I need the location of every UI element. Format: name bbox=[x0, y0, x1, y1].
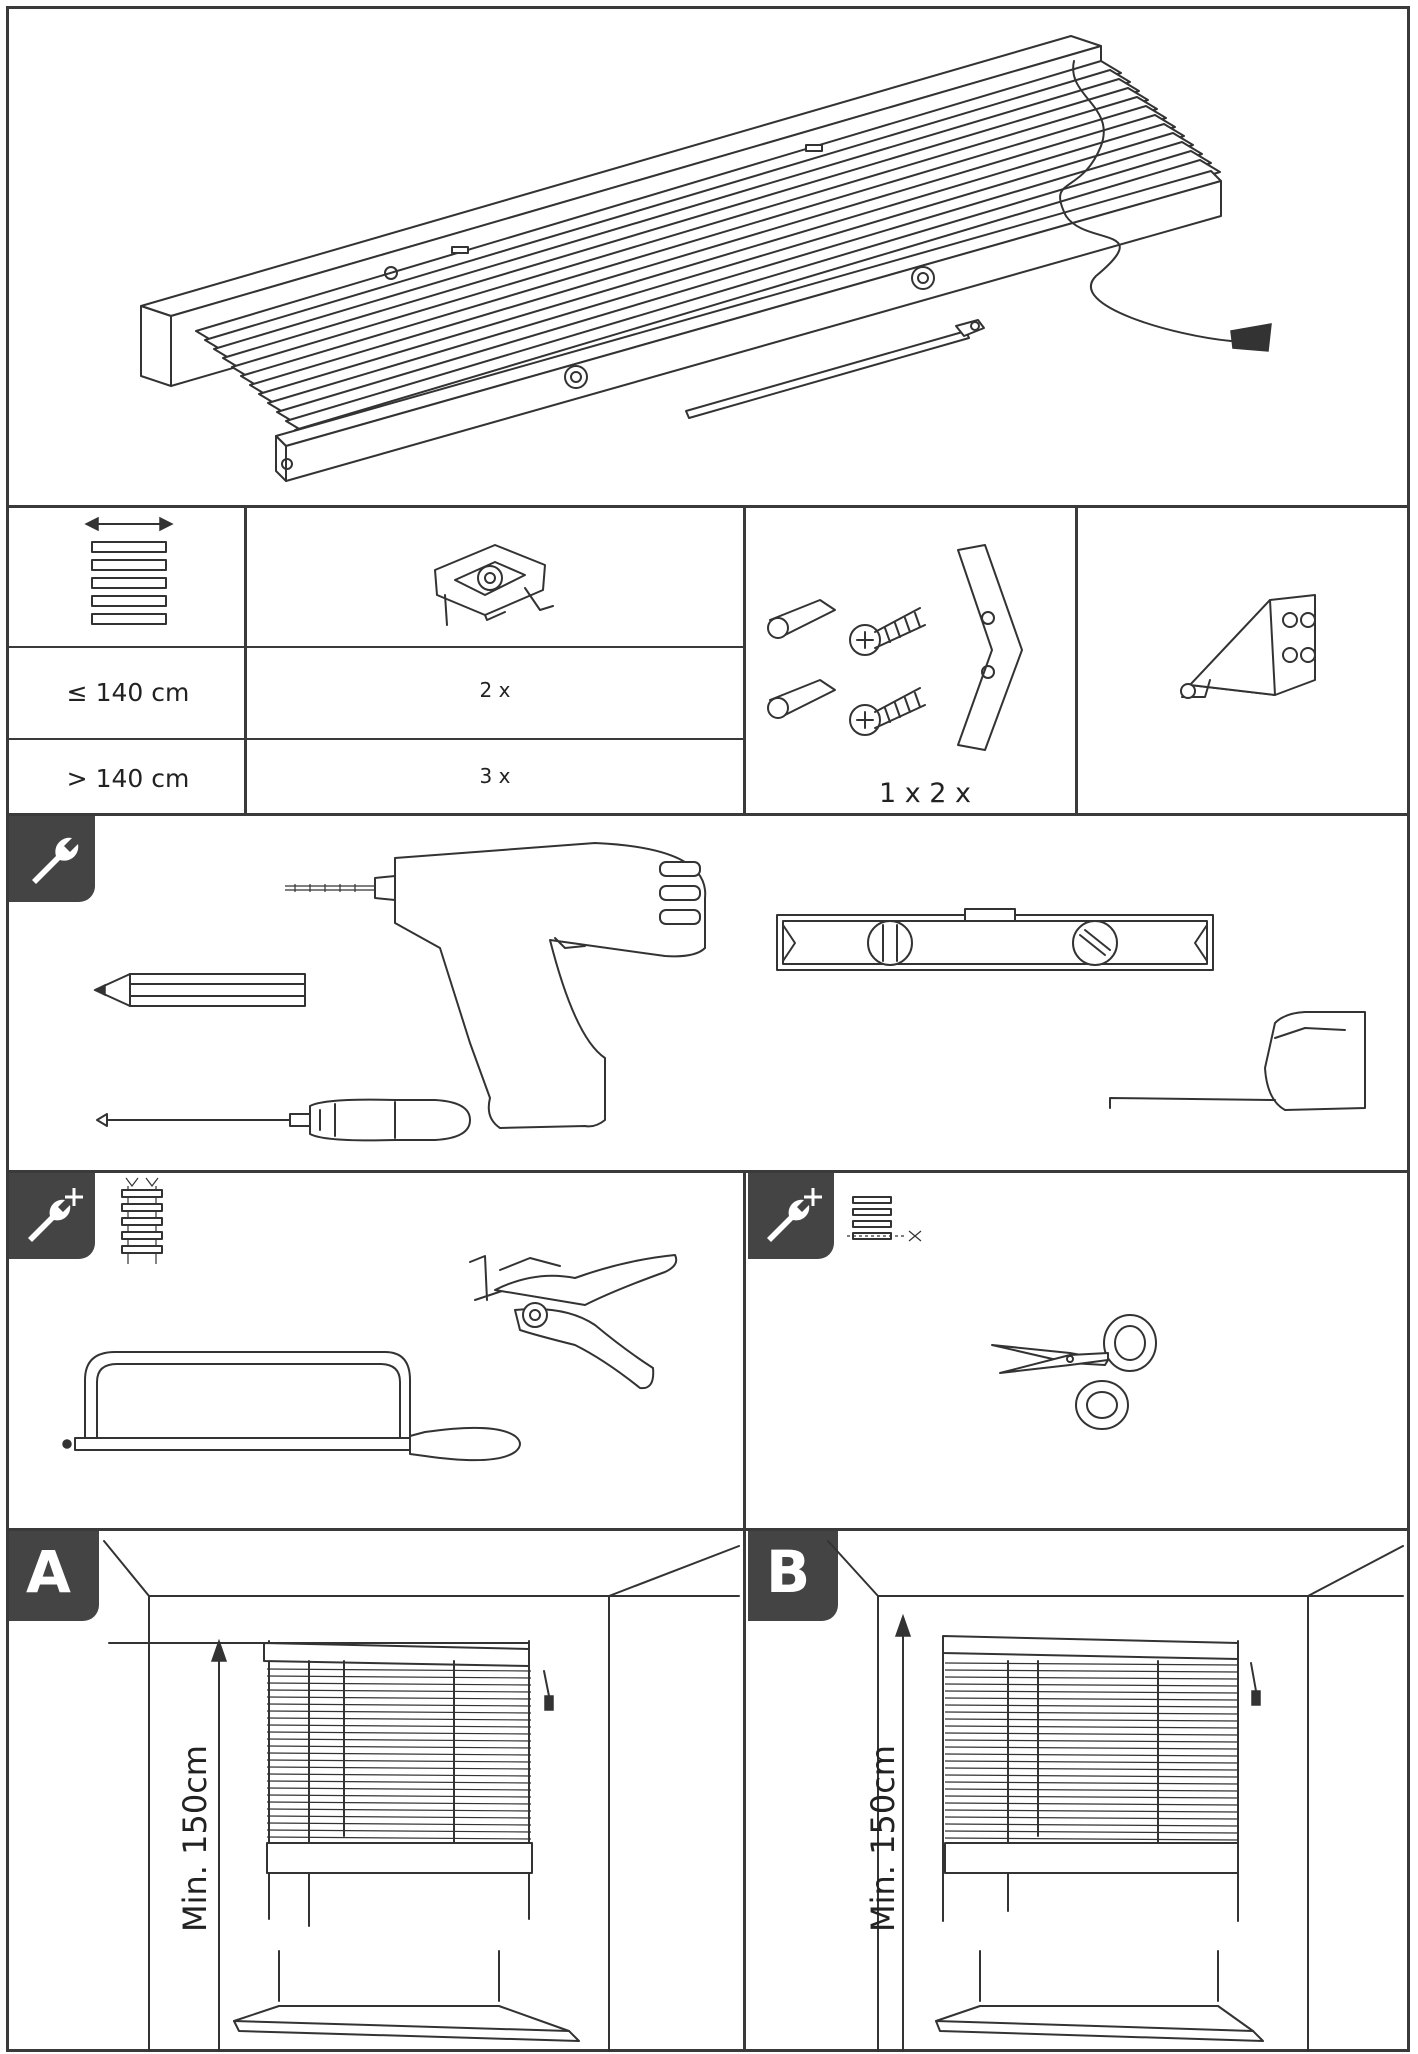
slat bbox=[267, 1774, 531, 1776]
slat bbox=[945, 1726, 1238, 1728]
slat bbox=[267, 1809, 531, 1811]
wrench-plus-icon bbox=[20, 1180, 90, 1250]
slat bbox=[945, 1733, 1238, 1735]
divider bbox=[244, 506, 247, 814]
spirit-level-illustration bbox=[775, 905, 1215, 975]
slat bbox=[267, 1683, 531, 1685]
slat bbox=[945, 1677, 1238, 1679]
wall-plugs-screws-illustration bbox=[760, 540, 1060, 780]
slat bbox=[945, 1803, 1238, 1805]
slat-punch-pliers-illustration bbox=[465, 1250, 685, 1400]
blind-overview-illustration bbox=[6, 6, 1410, 506]
slat bbox=[267, 1746, 531, 1748]
option-b-label: B bbox=[766, 1538, 811, 1606]
slat bbox=[267, 1711, 531, 1713]
slat bbox=[945, 1684, 1238, 1686]
slat bbox=[267, 1795, 531, 1797]
tape-measure-illustration bbox=[1105, 1008, 1375, 1118]
slat bbox=[945, 1698, 1238, 1700]
divider bbox=[6, 813, 1410, 816]
slat bbox=[267, 1676, 531, 1678]
divider bbox=[1075, 506, 1078, 814]
slat bbox=[267, 1739, 531, 1741]
slat bbox=[267, 1816, 531, 1818]
option-a-min-height: Min. 150cm bbox=[176, 1745, 214, 1932]
width-row-1: ≤ 140 cm bbox=[66, 678, 190, 707]
width-row-2: > 140 cm bbox=[66, 764, 190, 793]
divider bbox=[6, 1170, 1410, 1173]
divider bbox=[8, 646, 744, 648]
slat bbox=[945, 1831, 1238, 1833]
slat bbox=[945, 1719, 1238, 1721]
screwdriver-illustration bbox=[95, 1090, 475, 1150]
hacksaw-illustration bbox=[55, 1340, 525, 1470]
mounting-option-b-illustration bbox=[748, 1531, 1408, 2051]
wrench-plus-icon bbox=[759, 1180, 829, 1250]
slat bbox=[945, 1754, 1238, 1756]
slat-width-icon bbox=[80, 512, 180, 632]
slat bbox=[267, 1837, 531, 1839]
slat bbox=[945, 1705, 1238, 1707]
mounting-option-a-illustration bbox=[9, 1531, 743, 2051]
slat bbox=[945, 1810, 1238, 1812]
slat bbox=[267, 1690, 531, 1692]
slat bbox=[267, 1823, 531, 1825]
divider bbox=[8, 738, 744, 740]
divider bbox=[743, 1529, 746, 2051]
option-a-label: A bbox=[26, 1538, 71, 1606]
slat bbox=[267, 1725, 531, 1727]
slat bbox=[267, 1767, 531, 1769]
divider bbox=[743, 506, 746, 814]
slat bbox=[267, 1760, 531, 1762]
slat bbox=[267, 1669, 531, 1671]
mounting-bracket-illustration bbox=[425, 540, 565, 630]
pencil-illustration bbox=[90, 970, 310, 1010]
slat bbox=[267, 1781, 531, 1783]
slat bbox=[267, 1830, 531, 1832]
slat bbox=[945, 1782, 1238, 1784]
slat bbox=[945, 1761, 1238, 1763]
slat bbox=[267, 1788, 531, 1790]
slat bbox=[267, 1802, 531, 1804]
bracket-qty-row-1: 2 x bbox=[479, 678, 511, 702]
slat bbox=[945, 1775, 1238, 1777]
option-b-min-height: Min. 150cm bbox=[864, 1745, 902, 1932]
scissors-icon bbox=[990, 1305, 1170, 1435]
slat bbox=[945, 1789, 1238, 1791]
slat bbox=[267, 1697, 531, 1699]
slat bbox=[267, 1732, 531, 1734]
slat bbox=[945, 1838, 1238, 1840]
slat bbox=[945, 1817, 1238, 1819]
slat bbox=[267, 1718, 531, 1720]
slat bbox=[267, 1704, 531, 1706]
slat bbox=[267, 1753, 531, 1755]
cut-cord-icon bbox=[845, 1195, 925, 1255]
slat bbox=[945, 1712, 1238, 1714]
slat bbox=[945, 1796, 1238, 1798]
slat bbox=[945, 1670, 1238, 1672]
slat bbox=[945, 1747, 1238, 1749]
wrench-icon bbox=[22, 830, 82, 890]
bracket-qty-row-2: 3 x bbox=[479, 764, 511, 788]
slat bbox=[945, 1824, 1238, 1826]
slat bbox=[945, 1768, 1238, 1770]
angle-bracket-illustration bbox=[1150, 585, 1350, 725]
divider bbox=[743, 1171, 746, 1529]
slat bbox=[945, 1663, 1238, 1665]
slat bbox=[945, 1740, 1238, 1742]
wall-fixings-qty: 1 x 2 x bbox=[878, 778, 972, 809]
ladder-cord-icon bbox=[118, 1176, 166, 1266]
slat bbox=[945, 1691, 1238, 1693]
